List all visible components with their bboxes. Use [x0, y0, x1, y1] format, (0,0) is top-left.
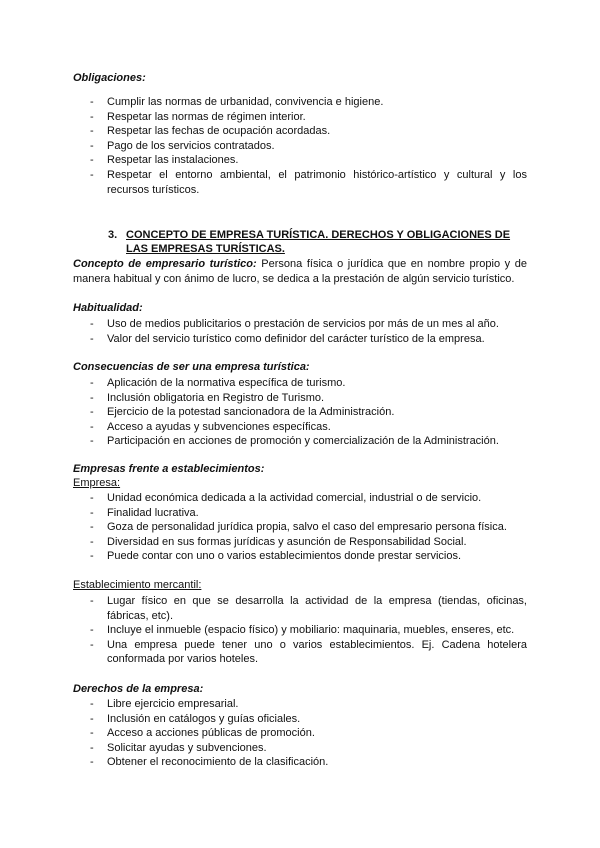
habitualidad-heading: Habitualidad:: [73, 302, 143, 314]
list-item: - Acceso a ayudas y subvenciones específicas.: [73, 420, 527, 435]
list-item: - Aplicación de la normativa específica de turismo.: [73, 376, 527, 391]
establecimiento-label: Establecimiento mercantil:: [73, 579, 202, 591]
list-item: - Valor del servicio turístico como definidor del carácter turístico de la empresa.: [73, 332, 527, 347]
list-item: - Unidad económica dedicada a la actividad comercial, industrial o de servicio.: [73, 491, 527, 506]
empresas-frente-heading: Empresas frente a establecimientos:: [73, 463, 265, 475]
list-item: - Solicitar ayudas y subvenciones.: [73, 741, 527, 756]
list-item: - Respetar las normas de régimen interior.: [73, 110, 527, 125]
list-item: - Lugar físico en que se desarrolla la actividad de la empresa (tiendas, oficinas, fábricas, etc).: [73, 594, 527, 623]
list-item: - Respetar las fechas de ocupación acordadas.: [73, 124, 527, 139]
habitualidad-list: [73, 317, 527, 346]
list-item: - Cumplir las normas de urbanidad, convivencia e higiene.: [73, 95, 527, 110]
obligaciones-list: [73, 95, 527, 197]
list-item: - Pago de los servicios contratados.: [73, 139, 527, 154]
derechos-list: [73, 697, 527, 770]
consecuencias-heading: Consecuencias de ser una empresa turística:: [73, 361, 310, 373]
list-item: - Libre ejercicio empresarial.: [73, 697, 527, 712]
list-item: - Una empresa puede tener uno o varios establecimientos. Ej. Cadena hotelera conformada por varios hoteles.: [73, 638, 527, 667]
empresa-list: [73, 491, 527, 564]
list-item: - Puede contar con uno o varios establecimientos donde prestar servicios.: [73, 549, 527, 564]
section-title: CONCEPTO DE EMPRESA TURÍSTICA. DERECHOS Y OBLIGACIONES DE LAS EMPRESAS TURÍSTICAS.: [126, 229, 511, 255]
list-item: - Uso de medios publicitarios o prestación de servicios por más de un mes al año.: [73, 317, 527, 332]
establecimiento-list: [73, 594, 527, 667]
list-item: - Respetar el entorno ambiental, el patrimonio histórico-artístico y cultural y los recursos turísticos.: [73, 168, 527, 197]
section-number: 3.: [108, 229, 118, 241]
concepto-label: Concepto de empresario turístico:: [73, 258, 257, 270]
list-item: - Incluye el inmueble (espacio físico) y mobiliario: maquinaria, muebles, enseres, etc.: [73, 623, 527, 638]
consecuencias-list: [73, 376, 527, 449]
list-item: - Inclusión en catálogos y guías oficiales.: [73, 712, 527, 727]
list-item: - Respetar las instalaciones.: [73, 153, 527, 168]
list-item: - Finalidad lucrativa.: [73, 506, 527, 521]
list-item: - Ejercicio de la potestad sancionadora de la Administración.: [73, 405, 527, 420]
empresa-label: Empresa:: [73, 477, 121, 489]
list-item: - Inclusión obligatoria en Registro de Turismo.: [73, 391, 527, 406]
list-item: - Participación en acciones de promoción y comercialización de la Administración.: [73, 434, 527, 449]
list-item: - Goza de personalidad jurídica propia, salvo el caso del empresario persona física.: [73, 520, 527, 535]
list-item: - Acceso a acciones públicas de promoción.: [73, 726, 527, 741]
list-item: - Diversidad en sus formas jurídicas y asunción de Responsabilidad Social.: [73, 535, 527, 550]
obligaciones-heading: Obligaciones:: [73, 72, 146, 84]
list-item: - Obtener el reconocimiento de la clasificación.: [73, 755, 527, 770]
section-3-heading: [108, 228, 528, 256]
concepto-paragraph: [73, 257, 527, 287]
concepto-text: Persona física o jurídica que en nombre propio y de manera habitual y con ánimo de lucro, se dedica a la prestación de algún servicio turístico.: [73, 258, 527, 285]
derechos-heading: Derechos de la empresa:: [73, 683, 204, 695]
